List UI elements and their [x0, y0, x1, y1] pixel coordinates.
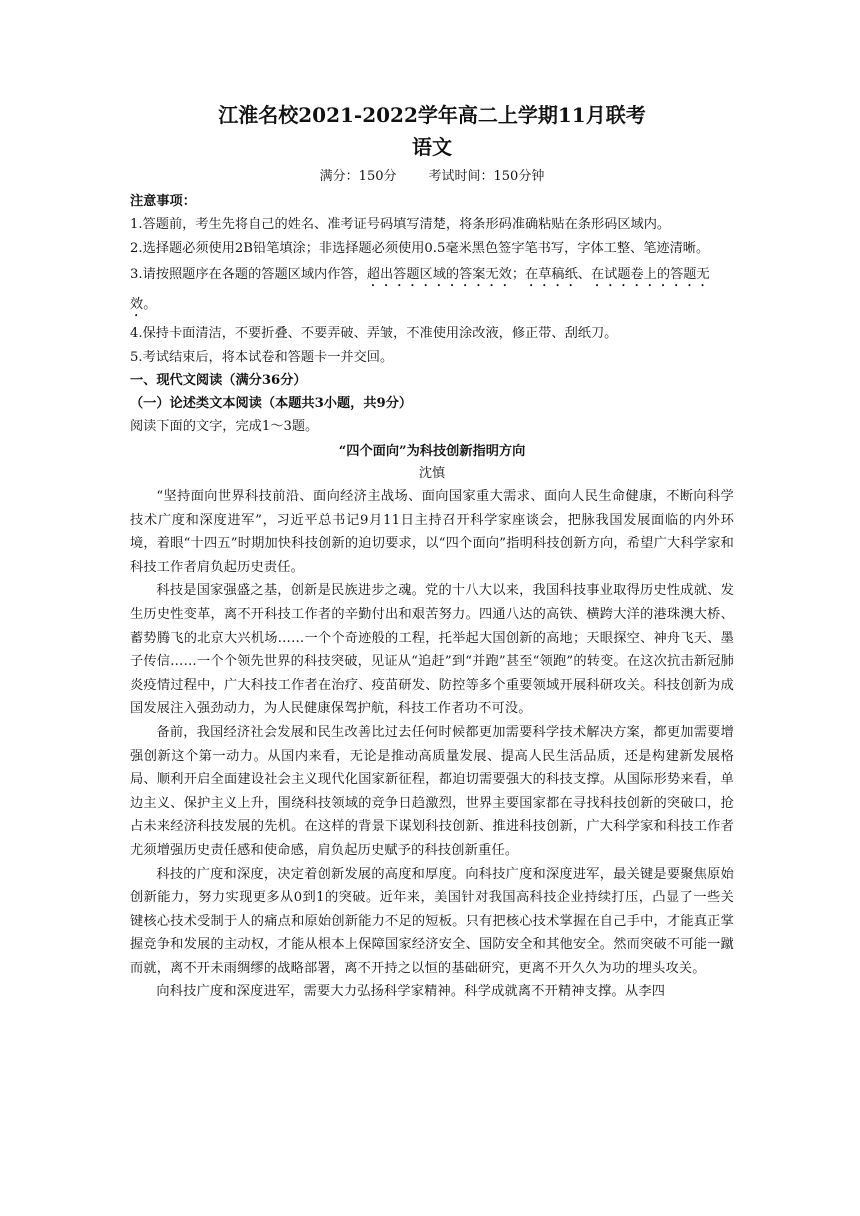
full-score: 满分：150分 — [319, 169, 397, 184]
exam-title: 江淮名校2021-2022学年高二上学期11月联考 — [218, 103, 646, 127]
notice-item-3-text-a: 3.请按照题序在各题的答题区域内作答， — [130, 267, 367, 282]
article-paragraph-1: “坚持面向世界科技前沿、面向经济主战场、面向国家重大需求、面向人民生命健康，不断向科学技术广度和深度进军”，习近平总书记9月11日主持召开科学家座谈会，把脉我国发展面临的内外环境，着眼“十四五”时期加快科技创新的迫切要求，以“四个面向”指明科技创新方向，希望广大科学家和科技工作者肩负起历史责任。 — [130, 489, 734, 575]
article-title: “四个面向”为科技创新指明方向 — [338, 444, 526, 459]
notice-item-3 — [130, 260, 734, 320]
notice-item-3-text-e: 。 — [143, 297, 157, 312]
subsection-heading: （一）论述类文本阅读（本题共3小题，共9分） — [130, 396, 413, 411]
exam-time: 考试时间：150分钟 — [428, 169, 545, 184]
article-paragraph-2: 科技是国家强盛之基，创新是民族进步之魂。党的十八大以来，我国科技事业取得历史性成就、发生历史性变革，离不开科技工作者的辛勤付出和艰苦努力。四通八达的高铁、横跨大洋的港珠澳大桥、蓄势腾飞的北京大兴机场……一个个奇迹般的工程，托举起大国创新的高地；天眼探空、神舟飞天、墨子传信……一个个领先世界的科技突破，见证从“追赶”到“并跑”甚至“领跑”的转变。在这次抗击新冠肺炎疫情过程中，广大科技工作者在治疗、疫苗研发、防控等多个重要领域开展科研攻关。科技创新为成国发展注入强劲动力，为人民健康保驾护航，科技工作者功不可没。 — [130, 583, 734, 717]
article-paragraph-5: 向科技广度和深度进军，需要大力弘扬科学家精神。科学成就离不开精神支撑。从李四 — [156, 984, 666, 1000]
page-content — [130, 100, 734, 1004]
article-paragraph-3: 备前，我国经济社会发展和民生改善比过去任何时候都更加需要科学技术解决方案，都更加需要增强创新这个第一动力。从国内来看，无论是推动高质量发展、提高人民生活品质，还是构建新发展格局、顺利开启全面建设社会主义现代化国家新征程，都迫切需要强大的科技支撑。从国际形势来看，单边主义、保护主义上升，围绕科技领域的竞争日趋激烈，世界主要国家都在寻找科技创新的突破口，抢占未来经济科技发展的先机。在这样的背景下谋划科技创新、推进科技创新，广大科学家和科技工作者尤须增强历史责任感和使命感，肩负起历史赋予的科技创新重任。 — [130, 724, 734, 858]
notice-item-3-emphasis-b: 在草稿纸、在试题卷上的答题无效 — [130, 267, 710, 312]
notice-item-2: 2.选择题必须使用2B铅笔填涂；非选择题必须使用0.5毫米黑色签字笔书写，字体工整、笔迹清晰。 — [130, 240, 710, 256]
subject-title: 语文 — [412, 135, 452, 159]
notice-item-4: 4.保持卡面清洁，不要折叠、不要弄破、弄皱，不准使用涂改液，修正带、刮纸刀。 — [130, 326, 618, 341]
reading-instruction: 阅读下面的文字，完成1～3题。 — [130, 419, 319, 434]
notice-item-3-text-c: ； — [511, 267, 526, 282]
notice-heading: 注意事项： — [130, 194, 196, 209]
section-heading: 一、现代文阅读（满分36分） — [130, 373, 307, 388]
exam-meta — [130, 166, 734, 188]
notice-item-3-emphasis-a: 超出答题区域的答案无效 — [366, 267, 512, 282]
article-author: 沈慎 — [418, 466, 446, 481]
article-paragraph-4: 科技的广度和深度，决定着创新发展的高度和厚度。向科技广度和深度进军，最关键是要聚焦原始创新能力，努力实现更多从0到1的突破。近年来，美国针对我国高科技企业持续打压，凸显了一些关键核心技术受制于人的痛点和原始创新能力不足的短板。只有把核心技术掌握在自己手中，才能真正掌握竞争和发展的主动权，才能从根本上保障国家经济安全、国防安全和其他安全。然而突破不可能一蹴而就，离不开未雨绸缪的战略部署，离不开持之以恒的基础研究，更离不开久久为功的埋头攻关。 — [130, 866, 734, 976]
notice-item-5: 5.考试结束后，将本试卷和答题卡一并交回。 — [130, 349, 394, 365]
notice-item-1: 1.答题前，考生先将自己的姓名、准考证号码填写清楚，将条形码准确粘贴在条形码区域内。 — [130, 217, 671, 232]
